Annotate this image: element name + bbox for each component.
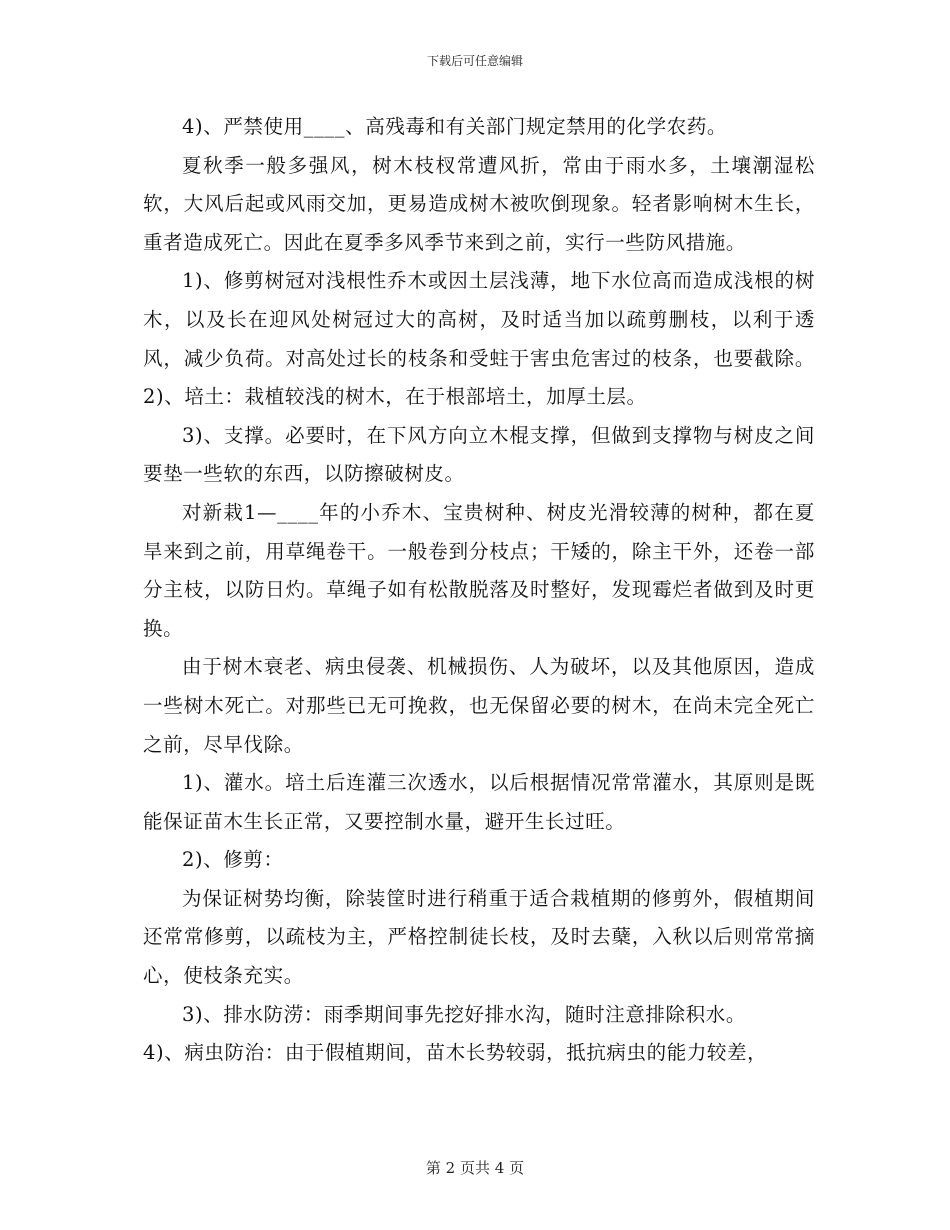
paragraph-pruning-detail: 为保证树势均衡，除装筐时进行稍重于适合栽植期的修剪外，假植期间还常常修剪，以疏枝为主，严格控制徒长枝，及时去蘖，入秋以后则常常摘心，使枝条充实。 bbox=[143, 886, 815, 988]
page-header: 下载后可任意编辑 bbox=[426, 54, 523, 68]
page-number: 第 2 页共 4 页 bbox=[425, 1159, 525, 1177]
document-body bbox=[143, 108, 815, 1073]
paragraph-crown-pruning: 1)、修剪树冠对浅根性乔木或因土层浅薄，地下水位高而造成浅根的树木，以及长在迎风处树冠过大的高树，及时适当加以疏剪删枝，以利于透风，减少负荷。对高处过长的枝条和受蛀于害虫危害过的枝条，也要截除。2)、培土：栽植较浅的树木，在于根部培土，加厚土层。 bbox=[143, 269, 815, 409]
paragraph-wind-intro: 夏秋季一般多强风，树木枝杈常遭风折，常由于雨水多，土壤潮湿松软，大风后起或风雨交加，更易造成树木被吹倒现象。轻者影响树木生长，重者造成死亡。因此在夏季多风季节来到之前，实行一些防风措施。 bbox=[143, 153, 815, 254]
paragraph-dead-tree-removal: 由于树木衰老、病虫侵袭、机械损伤、人为破坏，以及其他原因，造成一些树木死亡。对那些已无可挽救，也无保留必要的树木，在尚未完全死亡之前，尽早伐除。 bbox=[143, 655, 815, 756]
paragraph-pruning-heading: 2)、修剪： bbox=[182, 848, 284, 872]
paragraph-pesticide-ban: 4)、严禁使用____、高残毒和有关部门规定禁用的化学农药。 bbox=[182, 115, 728, 138]
paragraph-pest-control: 4)、病虫防治：由于假植期间，苗木长势较弱，抵抗病虫的能力较差， bbox=[143, 1041, 768, 1065]
paragraph-support: 3)、支撑。必要时，在下风方向立木棍支撑，但做到支撑物与树皮之间要垫一些软的东西，以防擦破树皮。 bbox=[143, 423, 815, 486]
paragraph-trunk-wrapping: 对新栽1—____年的小乔木、宝贵树种、树皮光滑较薄的树种，都在夏旱来到之前，用草绳卷干。一般卷到分枝点；干矮的，除主干外，还卷一部分主枝，以防日灼。草绳子如有松散脱落及时整好，发现霉烂者做到及时更换。 bbox=[143, 500, 815, 640]
paragraph-watering: 1)、灌水。培土后连灌三次透水，以后根据情况常常灌水，其原则是既能保证苗木生长正常，又要控制水量，避开生长过旺。 bbox=[143, 771, 815, 833]
paragraph-drainage: 3)、排水防涝：雨季期间事先挖好排水沟，随时注意排除积水。 bbox=[182, 1002, 746, 1026]
